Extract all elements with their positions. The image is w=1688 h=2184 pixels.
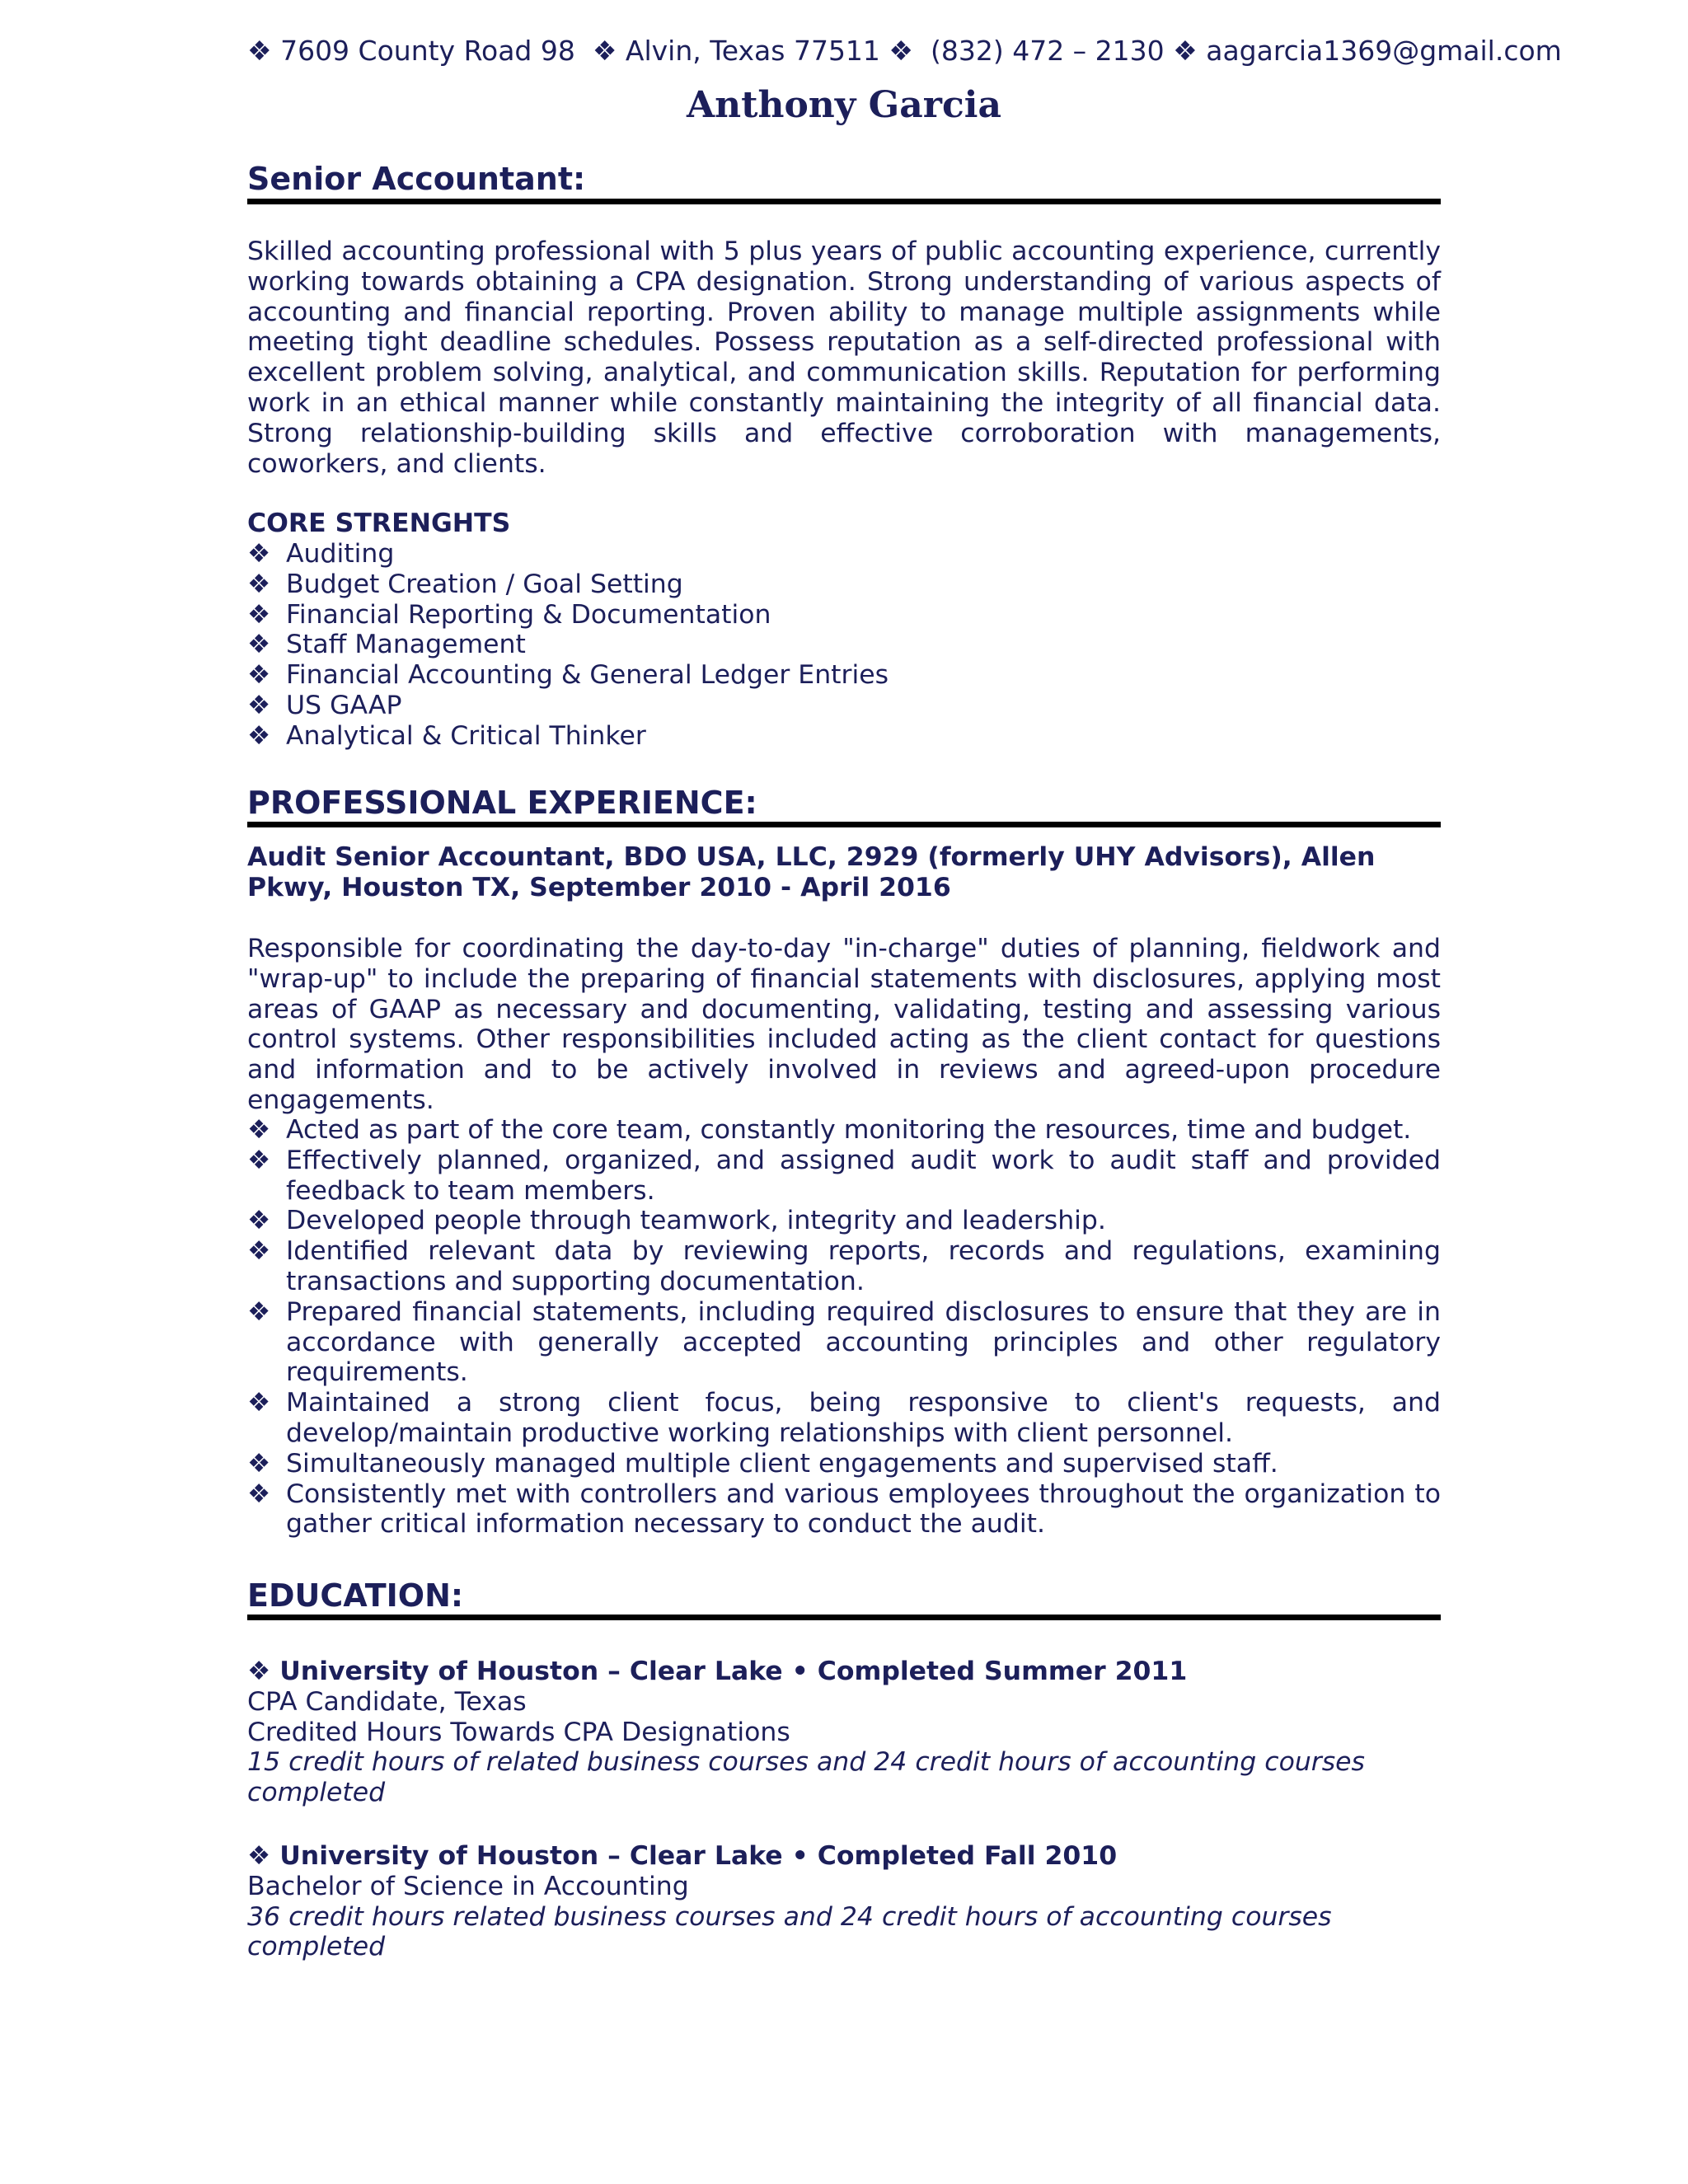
experience-heading: PROFESSIONAL EXPERIENCE:: [247, 785, 757, 821]
diamond-bullet-icon: ❖: [247, 1115, 271, 1145]
education-coursework: 15 credit hours of related business courses and 24 credit hours of accounting courses completed: [247, 1747, 1365, 1808]
education-heading: EDUCATION:: [247, 1577, 464, 1614]
experience-item: ❖ Developed people through teamwork, integrity and leadership.: [247, 1206, 1106, 1236]
experience-divider: [247, 822, 1441, 827]
strength-item: ❖ Budget Creation / Goal Setting: [247, 569, 683, 599]
diamond-bullet-icon: ❖: [247, 1206, 271, 1236]
strength-item: ❖ Analytical & Critical Thinker: [247, 720, 646, 751]
education-credential: Bachelor of Science in Accounting: [247, 1871, 689, 1901]
strength-item: ❖ Auditing: [247, 539, 395, 569]
education-detail: Credited Hours Towards CPA Designations: [247, 1717, 790, 1747]
diamond-bullet-icon: ❖: [247, 720, 271, 751]
experience-item: ❖ Effectively planned, organized, and assigned audit work to audit staff and provided feedback to team members.: [247, 1145, 1441, 1206]
diamond-bullet-icon: ❖: [247, 599, 271, 630]
strength-item: ❖ Financial Accounting & General Ledger Entries: [247, 660, 889, 691]
diamond-bullet-icon: ❖: [247, 1296, 271, 1327]
experience-list: [247, 1115, 1441, 1540]
job-description: Responsible for coordinating the day-to-day "in-charge" duties of planning, fieldwork and "wrap-up" to include the preparing of financial statements with disclosures, applying most areas of GAAP as necessary and documenting, validating, testing and assessing various control systems. Other responsibilities included acting as the client contact for questions and information and to be actively involved in reviews and agreed-upon procedure engagements.: [247, 934, 1441, 1115]
contact-line: ❖ 7609 County Road 98 ❖ Alvin, Texas 77511 ❖ (832) 472 – 2130 ❖ aagarcia1369@gmail.com: [247, 35, 1562, 67]
strengths-list: [247, 539, 1441, 752]
diamond-bullet-icon: ❖: [247, 1448, 271, 1479]
diamond-bullet-icon: ❖: [247, 1145, 271, 1175]
strength-item: ❖ Staff Management: [247, 630, 526, 660]
strengths-heading: CORE STRENGHTS: [247, 509, 511, 538]
diamond-bullet-icon: ❖: [247, 1388, 271, 1418]
diamond-bullet-icon: ❖: [247, 569, 271, 599]
job-title: Audit Senior Accountant, BDO USA, LLC, 2929 (formerly UHY Advisors), Allen Pkwy, Houston TX, September 2010 - April 2016: [247, 842, 1376, 902]
diamond-bullet-icon: ❖: [247, 539, 271, 569]
experience-item: ❖ Simultaneously managed multiple client engagements and supervised staff.: [247, 1448, 1278, 1479]
summary-heading: Senior Accountant:: [247, 161, 586, 197]
diamond-bullet-icon: ❖: [247, 1479, 271, 1509]
education-school: ❖ University of Houston – Clear Lake • Completed Summer 2011: [247, 1657, 1188, 1686]
experience-item: ❖ Prepared financial statements, including required disclosures to ensure that they are in accordance with generally accepted accounting principles and other regulatory requirements.: [247, 1296, 1441, 1388]
education-school: ❖ University of Houston – Clear Lake • Completed Fall 2010: [247, 1841, 1118, 1871]
experience-item: ❖ Consistently met with controllers and various employees throughout the organization to gather critical information necessary to conduct the audit.: [247, 1479, 1441, 1540]
diamond-bullet-icon: ❖: [247, 630, 271, 660]
strength-item: ❖ US GAAP: [247, 690, 402, 720]
diamond-bullet-icon: ❖: [247, 660, 271, 691]
experience-item: ❖ Maintained a strong client focus, being responsive to client's requests, and develop/maintain productive working relationships with client personnel.: [247, 1388, 1441, 1448]
diamond-bullet-icon: ❖: [247, 690, 271, 720]
education-entry: [247, 1841, 1441, 1962]
strength-item: ❖ Financial Reporting & Documentation: [247, 599, 771, 630]
summary-divider: [247, 199, 1441, 204]
experience-item: ❖ Acted as part of the core team, constantly monitoring the resources, time and budget.: [247, 1115, 1412, 1145]
education-entry: [247, 1657, 1441, 1808]
experience-item: ❖ Identified relevant data by reviewing reports, records and regulations, examining transactions and supporting documentation.: [247, 1236, 1441, 1296]
education-divider: [247, 1615, 1441, 1620]
applicant-name: Anthony Garcia: [687, 84, 1001, 126]
summary-text: Skilled accounting professional with 5 plus years of public accounting experience, currently working towards obtaining a CPA designation. Strong understanding of various aspects of accounting and financial reporting. Proven ability to manage multiple assignments while meeting tight deadline schedules. Possess reputation as a self-directed professional with excellent problem solving, analytical, and communication skills. Reputation for performing work in an ethical manner while constantly maintaining the integrity of all financial data. Strong relationship-building skills and effective corroboration with managements, coworkers, and clients.: [247, 237, 1441, 479]
education-credential: CPA Candidate, Texas: [247, 1686, 527, 1717]
education-coursework: 36 credit hours related business courses and 24 credit hours of accounting courses completed: [247, 1901, 1332, 1962]
diamond-bullet-icon: ❖: [247, 1236, 271, 1267]
